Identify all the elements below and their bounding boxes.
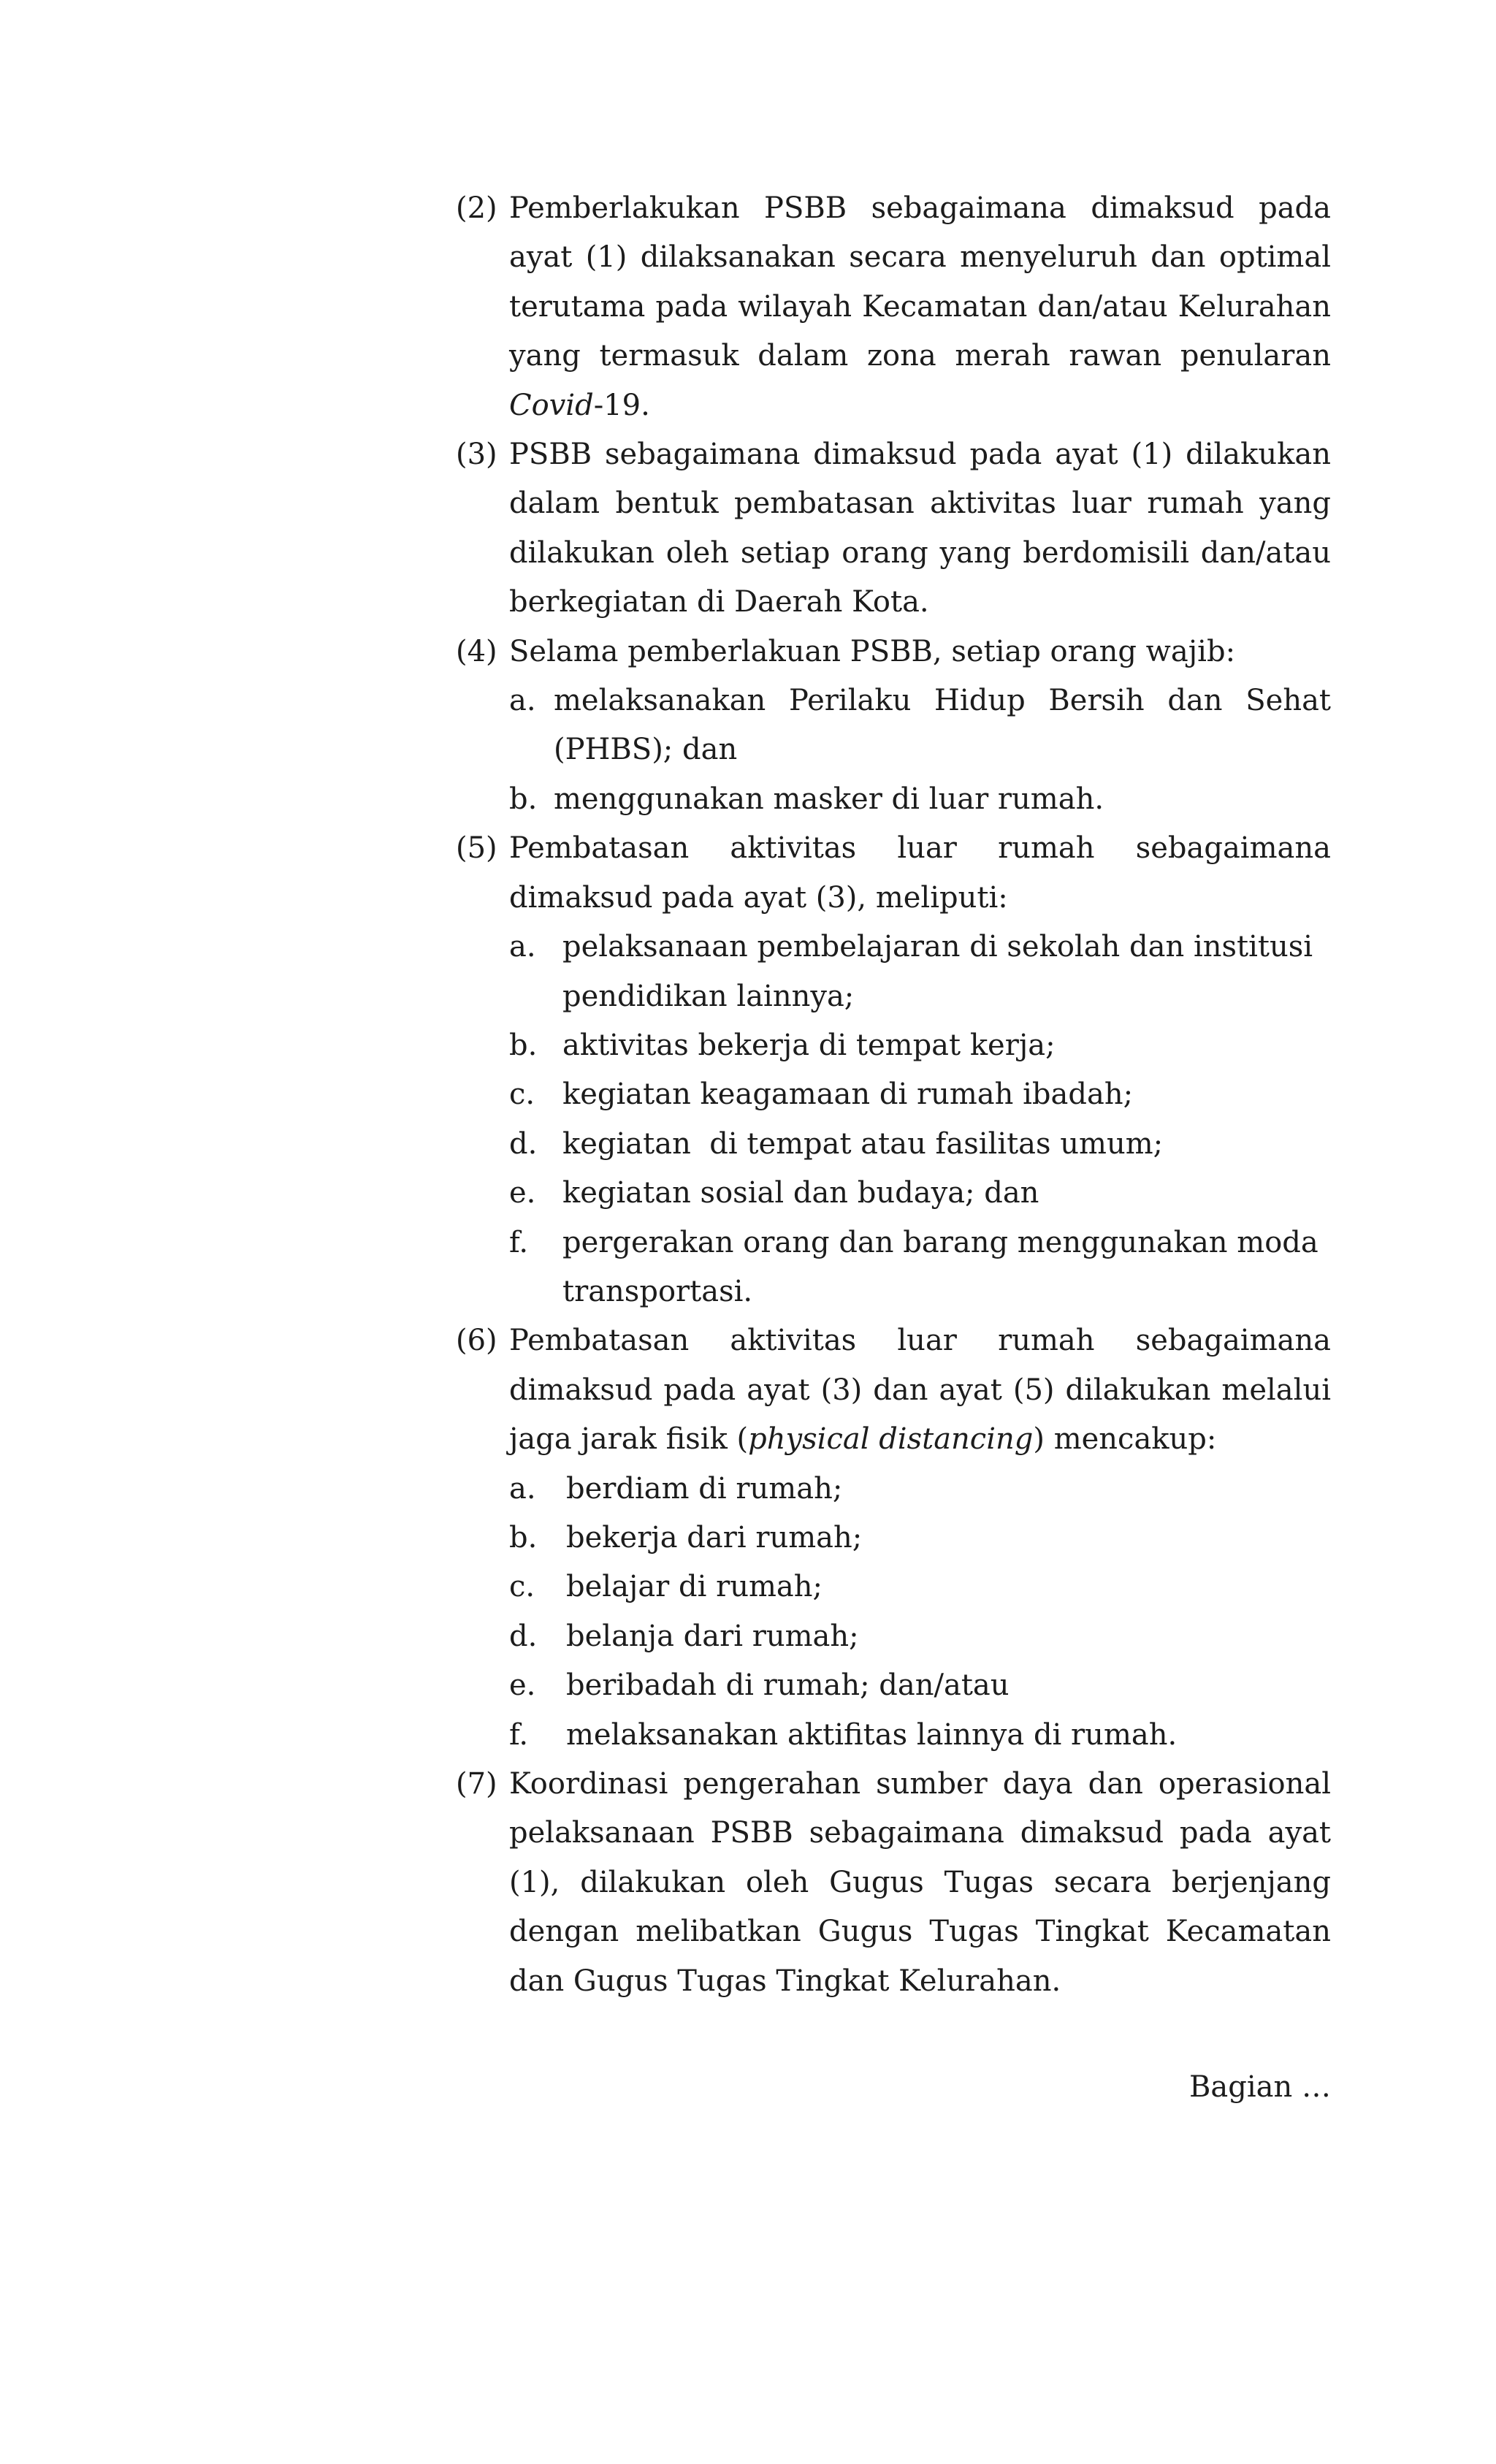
italic-term: physical distancing xyxy=(748,1422,1034,1457)
text-line: ayat (1) dilaksanakan secara menyeluruh dan optimal xyxy=(509,240,1331,275)
list-item xyxy=(509,1661,1331,1710)
text-line: Selama pemberlakuan PSBB, setiap orang wajib: xyxy=(509,634,1236,668)
ayat-text xyxy=(509,1316,1331,1464)
text-line: pelaksanaan pembelajaran di sekolah dan institusi xyxy=(562,930,1313,964)
text-line: belajar di rumah; xyxy=(566,1570,823,1604)
list-item xyxy=(509,1218,1331,1317)
ayat-number: (2) xyxy=(456,191,497,225)
list-letter: a. xyxy=(509,930,536,964)
text-line: Pemberlakukan PSBB sebagaimana dimaksud pada xyxy=(509,191,1331,225)
text-line: dimaksud pada ayat (3) dan ayat (5) dilakukan melalui xyxy=(509,1373,1331,1407)
list-item xyxy=(509,1070,1331,1119)
text-line: Pembatasan aktivitas luar rumah sebagaimana xyxy=(509,1324,1331,1358)
list-letter: f. xyxy=(509,1225,529,1259)
list-item xyxy=(509,1021,1331,1070)
ayat-text xyxy=(509,1760,1331,2006)
text-line: dimaksud pada ayat (3), meliputi: xyxy=(509,880,1008,915)
list-item xyxy=(509,1563,1331,1611)
list-letter: c. xyxy=(509,1077,535,1112)
ayat-text xyxy=(509,824,1331,923)
italic-term: Covid xyxy=(509,388,594,422)
text-line: berdiam di rumah; xyxy=(566,1471,843,1506)
list-letter: b. xyxy=(509,1028,538,1062)
ayat-2 xyxy=(456,184,1331,430)
ayat-text xyxy=(509,430,1331,628)
list-letter: b. xyxy=(509,782,538,816)
text-line: dilakukan oleh setiap orang yang berdomisili dan/atau xyxy=(509,535,1331,570)
list-item xyxy=(509,1711,1331,1760)
text-line: kegiatan sosial dan budaya; dan xyxy=(562,1176,1039,1210)
text-fragment: jaga jarak fisik ( xyxy=(509,1422,749,1457)
list-letter: d. xyxy=(509,1126,538,1161)
ayat-7 xyxy=(456,1760,1331,2006)
ayat-number: (3) xyxy=(456,438,497,472)
text-line: yang termasuk dalam zona merah rawan penularan xyxy=(509,339,1331,373)
text-line: terutama pada wilayah Kecamatan dan/atau Kelurahan xyxy=(509,289,1331,324)
text-line: pergerakan orang dan barang menggunakan moda xyxy=(562,1225,1318,1259)
continuation-footer: Bagian … xyxy=(1189,2070,1331,2104)
list-item xyxy=(509,676,1331,775)
text-line: aktivitas bekerja di tempat kerja; xyxy=(562,1028,1056,1062)
list-letter: b. xyxy=(509,1520,538,1555)
list-item xyxy=(509,1514,1331,1563)
list-item xyxy=(509,1169,1331,1218)
text-line: kegiatan keagamaan di rumah ibadah; xyxy=(562,1077,1134,1112)
ayat-6 xyxy=(456,1316,1331,1760)
text-fragment: -19. xyxy=(593,388,650,422)
list-letter: a. xyxy=(509,1471,536,1506)
ayat-text xyxy=(509,628,1331,676)
list-letter: e. xyxy=(509,1176,536,1210)
text-line: dalam bentuk pembatasan aktivitas luar rumah yang xyxy=(509,487,1331,521)
list-item xyxy=(509,775,1331,824)
list-letter: a. xyxy=(509,684,536,718)
text-line: pelaksanaan PSBB sebagaimana dimaksud pada ayat xyxy=(509,1816,1331,1850)
text-line xyxy=(509,381,1331,430)
text-line: PSBB sebagaimana dimaksud pada ayat (1) dilakukan xyxy=(509,438,1331,472)
list-letter: c. xyxy=(509,1570,535,1604)
text-fragment: (PHBS); dan xyxy=(554,733,738,767)
text-line: bekerja dari rumah; xyxy=(566,1520,863,1555)
list-item xyxy=(509,1612,1331,1661)
text-line xyxy=(509,1415,1331,1464)
text-line: belanja dari rumah; xyxy=(566,1619,859,1653)
ayat-5 xyxy=(456,824,1331,1316)
ayat-number: (6) xyxy=(456,1324,497,1358)
ayat-number: (4) xyxy=(456,634,497,668)
text-line: dengan melibatkan Gugus Tugas Tingkat Kecamatan xyxy=(509,1915,1331,1949)
text-line: pendidikan lainnya; xyxy=(562,979,855,1013)
text-line: kegiatan di tempat atau fasilitas umum; xyxy=(562,1126,1164,1161)
list-letter: f. xyxy=(509,1717,529,1752)
text-line: berkegiatan di Daerah Kota. xyxy=(509,585,929,619)
text-line: transportasi. xyxy=(562,1274,753,1308)
ayat-text xyxy=(509,184,1331,430)
text-line: melaksanakan Perilaku Hidup Bersih dan Sehat xyxy=(554,684,1331,718)
list-letter: e. xyxy=(509,1668,536,1703)
ayat-3 xyxy=(456,430,1331,628)
list-item xyxy=(509,1465,1331,1514)
text-line: menggunakan masker di luar rumah. xyxy=(554,782,1104,816)
text-line: beribadah di rumah; dan/atau xyxy=(566,1668,1010,1703)
ayat-4 xyxy=(456,628,1331,825)
text-line: (1), dilakukan oleh Gugus Tugas secara berjenjang xyxy=(509,1865,1331,1899)
list-letter: d. xyxy=(509,1619,538,1653)
text-fragment: ) mencakup: xyxy=(1033,1422,1217,1457)
text-line: Koordinasi pengerahan sumber daya dan operasional xyxy=(509,1767,1331,1801)
ayat-number: (7) xyxy=(456,1767,497,1801)
list-item xyxy=(509,1120,1331,1169)
document-body xyxy=(456,184,1331,2006)
list-item xyxy=(509,923,1331,1021)
text-line xyxy=(554,725,1331,774)
text-line: melaksanakan aktifitas lainnya di rumah. xyxy=(566,1717,1178,1752)
ayat-number: (5) xyxy=(456,831,497,866)
text-line: dan Gugus Tugas Tingkat Kelurahan. xyxy=(509,1964,1061,1998)
text-line: Pembatasan aktivitas luar rumah sebagaimana xyxy=(509,831,1331,866)
